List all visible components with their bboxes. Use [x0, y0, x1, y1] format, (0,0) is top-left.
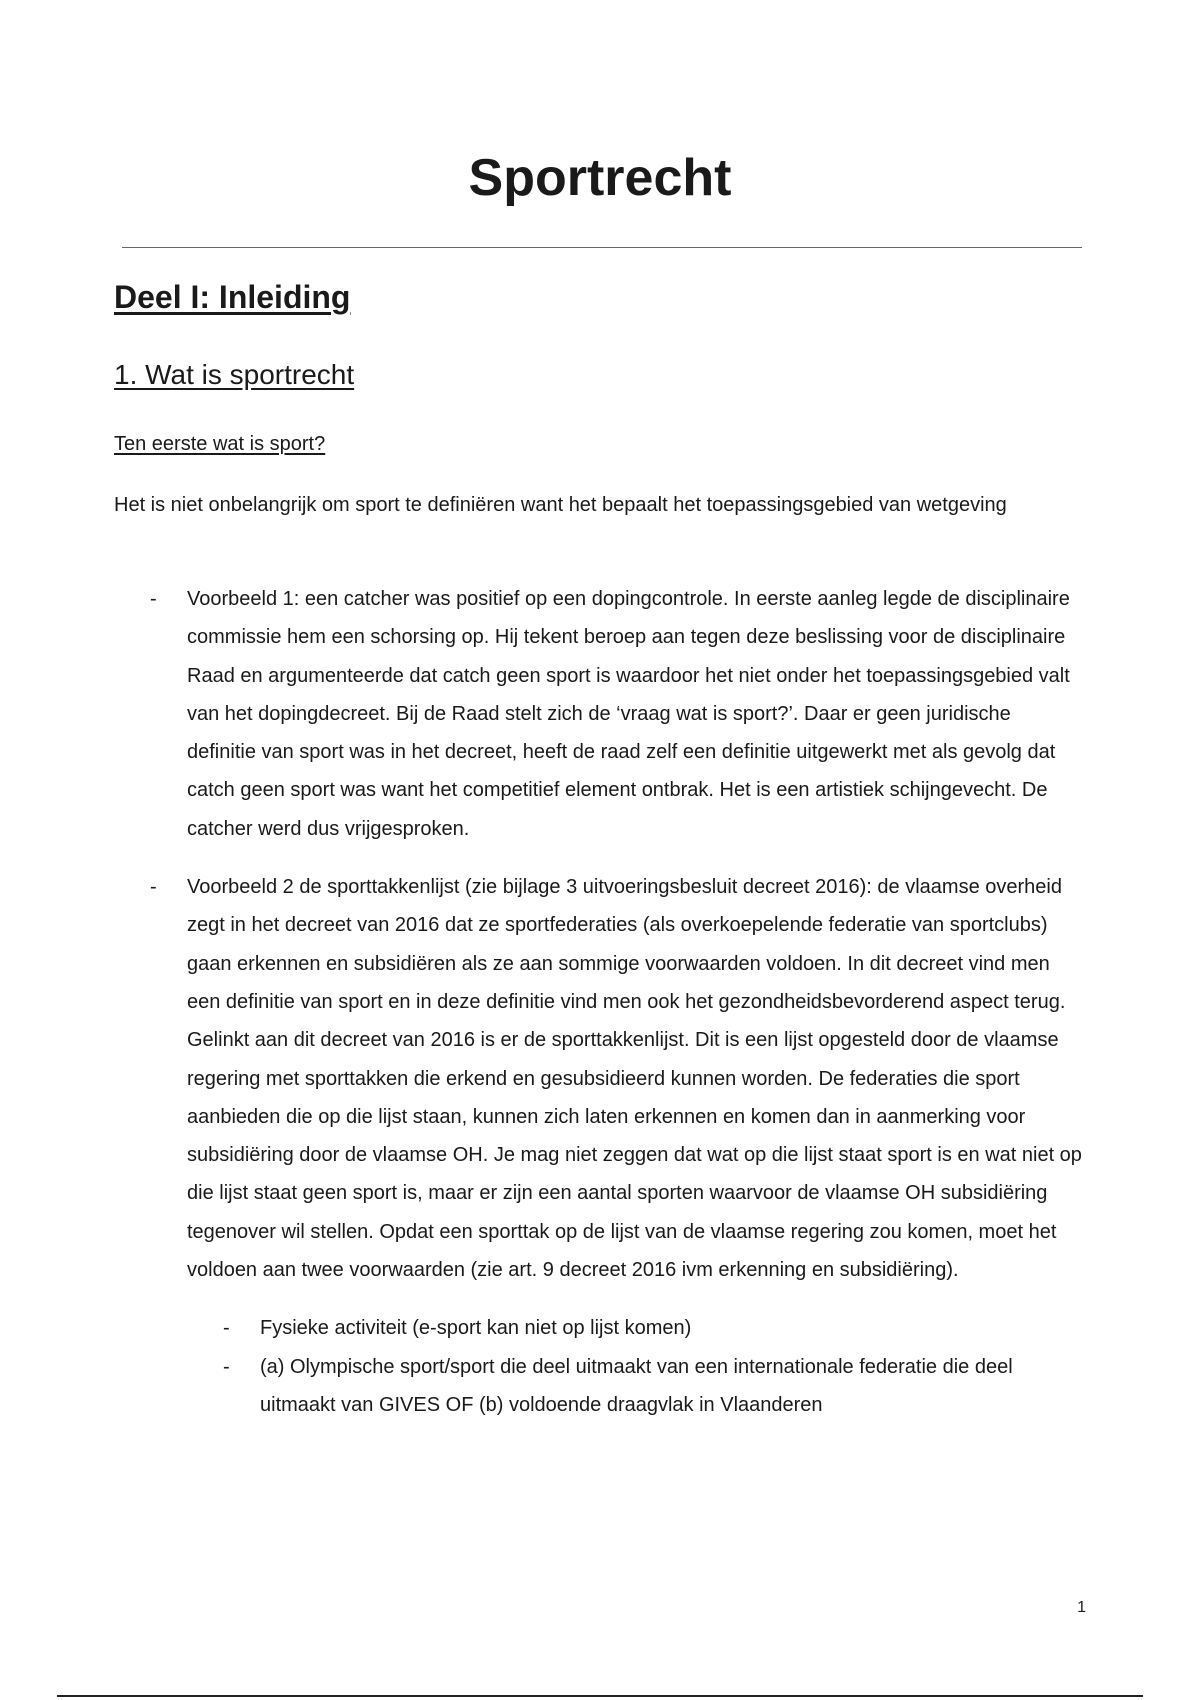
bullet-dash: - [150, 876, 157, 899]
page-number: 1 [1077, 1599, 1086, 1616]
page-title: Sportrecht [468, 149, 732, 207]
example-1-text: Voorbeeld 1: een catcher was positief op een dopingcontrole. In eerste aanleg legde de disciplinaire commissie hem een schorsing op. Hij tekent beroep aan tegen deze beslissing voor de disciplinaire Raad en argumenteerde dat catch geen sport is waardoor het niet onder het toepassingsgebied valt van het dopingdecreet. Bij de Raad stelt zich de ‘vraag wat is sport?’. Daar er geen juridische definitie van sport was in het decreet, heeft de raad zelf een definitie uitgewerkt met als gevolg dat catch geen sport was want het competitief element ontbrak. Het is een artistiek schijngevecht. De catcher werd dus vrijgesproken. [187, 588, 1070, 840]
section-heading: 1. Wat is sportrecht [114, 359, 355, 390]
sub-heading: Ten eerste wat is sport? [114, 433, 326, 455]
bullet-dash: - [150, 588, 157, 610]
condition-2-text: (a) Olympische sport/sport die deel uitmaakt van een internationale federatie die deel uitmaakt van GIVES OF (b) voldoende draagvlak in Vlaanderen [260, 1355, 1013, 1416]
part-heading: Deel I: Inleiding [114, 279, 351, 315]
bullet-dash: - [223, 1355, 230, 1378]
example-2-text: Voorbeeld 2 de sporttakkenlijst (zie bijlage 3 uitvoeringsbesluit decreet 2016): de vlaamse overheid zegt in het decreet van 2016 dat ze sportfederaties (als overkoepelende federatie van sportclubs) gaan erkennen en subsidiëren als ze aan sommige voorwaarden voldoen. In dit decreet vind men een definitie van sport en in deze definitie vind men ook het gezondheidsbevorderend aspect terug. Gelinkt aan dit decreet van 2016 is er de sporttakkenlijst. Dit is een lijst opgesteld door de vlaamse regering met sporttakken die erkend en gesubsidieerd kunnen worden. De federaties die sport aanbieden die op die lijst staan, kunnen zich laten erkennen en komen dan in aanmerking voor subsidiëring door de vlaamse OH. Je mag niet zeggen dat wat op die lijst staat sport is en wat niet op die lijst staat geen sport is, maar er zijn een aantal sporten waarvoor de vlaamse OH subsidiëring tegenover wil stellen. Opdat een sporttak op de lijst van de vlaamse regering zou komen, moet het voldoen aan twee voorwaarden (zie art. 9 decreet 2016 ivm erkenning en subsidiëring). [187, 876, 1082, 1282]
list-item-example-2 [114, 868, 1084, 1424]
page-bottom-rule [57, 1695, 1143, 1697]
list-item-condition-1 [187, 1309, 1084, 1347]
example-list [114, 580, 1084, 1444]
title-divider [122, 247, 1082, 248]
intro-paragraph: Het is niet onbelangrijk om sport te definiëren want het bepaalt het toepassingsgebied van wetgeving [114, 494, 1007, 516]
condition-1-text: Fysieke activiteit (e-sport kan niet op lijst komen) [260, 1317, 692, 1340]
list-item-example-1 [114, 580, 1084, 848]
bullet-dash: - [223, 1317, 230, 1340]
conditions-list [187, 1309, 1084, 1424]
list-item-condition-2 [187, 1348, 1084, 1425]
